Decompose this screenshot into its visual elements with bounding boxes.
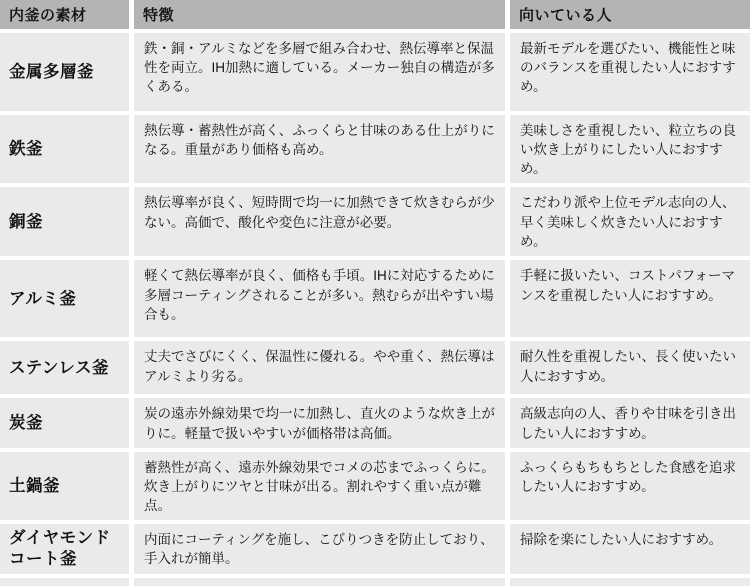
suited-for-cell: 掃除を楽にしたい人におすすめ。 [510,524,750,573]
material-name-cell: 金属多層釜 [0,33,129,111]
features-cell: 熱伝導・蓄熱性が高く、ふっくらと甘味のある仕上がりになる。重量があり価格も高め。 [134,115,505,183]
cutoff-next-row-cell [134,578,505,586]
suited-for-cell: 手軽に扱いたい、コストパフォーマンスを重視したい人におすすめ。 [510,260,750,337]
features-cell: 蓄熱性が高く、遠赤外線効果でコメの芯までふっくらに。炊き上がりにツヤと甘味が出る。割れやすく重い点が難点。 [134,452,505,520]
suited-for-cell: こだわり派や上位モデル志向の人、早く美味しく炊きたい人におすすめ。 [510,187,750,256]
features-cell: 熱伝導率が良く、短時間で均一に加熱できて炊きむらが少ない。高価で、酸化や変色に注意が必要。 [134,187,505,256]
suited-for-cell: 耐久性を重視したい、長く使いたい人におすすめ。 [510,341,750,394]
column-header-suited-for: 向いている人 [510,0,750,29]
cutoff-next-row-cell [0,578,129,586]
material-name-cell: アルミ釜 [0,260,129,337]
column-header-material: 内釜の素材 [0,0,129,29]
suited-for-cell: 高級志向の人、香りや甘味を引き出したい人におすすめ。 [510,398,750,447]
column-header-features: 特徴 [134,0,505,29]
material-name-cell: ステンレス釜 [0,341,129,394]
suited-for-cell: 美味しさを重視したい、粒立ちの良い炊き上がりにしたい人におすすめ。 [510,115,750,183]
suited-for-cell: ふっくらもちもちとした食感を追求したい人におすすめ。 [510,452,750,520]
material-name-cell: 炭釜 [0,398,129,447]
material-name-cell: 銅釜 [0,187,129,256]
features-cell: 内面にコーティングを施し、こびりつきを防止しており、手入れが簡単。 [134,524,505,573]
suited-for-cell: 最新モデルを選びたい、機能性と味のバランスを重視したい人におすすめ。 [510,33,750,111]
material-name-cell: ダイヤモンドコート釜 [0,524,129,573]
cutoff-next-row-cell [510,578,750,586]
features-cell: 炭の遠赤外線効果で均一に加熱し、直火のような炊き上がりに。軽量で扱いやすいが価格帯は高価。 [134,398,505,447]
material-name-cell: 土鍋釜 [0,452,129,520]
features-cell: 鉄・銅・アルミなどを多層で組み合わせ、熱伝導率と保温性を両立。IH加熱に適している。メーカー独自の構造が多くある。 [134,33,505,111]
features-cell: 軽くて熱伝導率が良く、価格も手頃。IHに対応するために多層コーティングされることが多い。熱むらが出やすい場合も。 [134,260,505,337]
material-name-cell: 鉄釜 [0,115,129,183]
features-cell: 丈夫でさびにくく、保温性に優れる。やや重く、熱伝導はアルミより劣る。 [134,341,505,394]
